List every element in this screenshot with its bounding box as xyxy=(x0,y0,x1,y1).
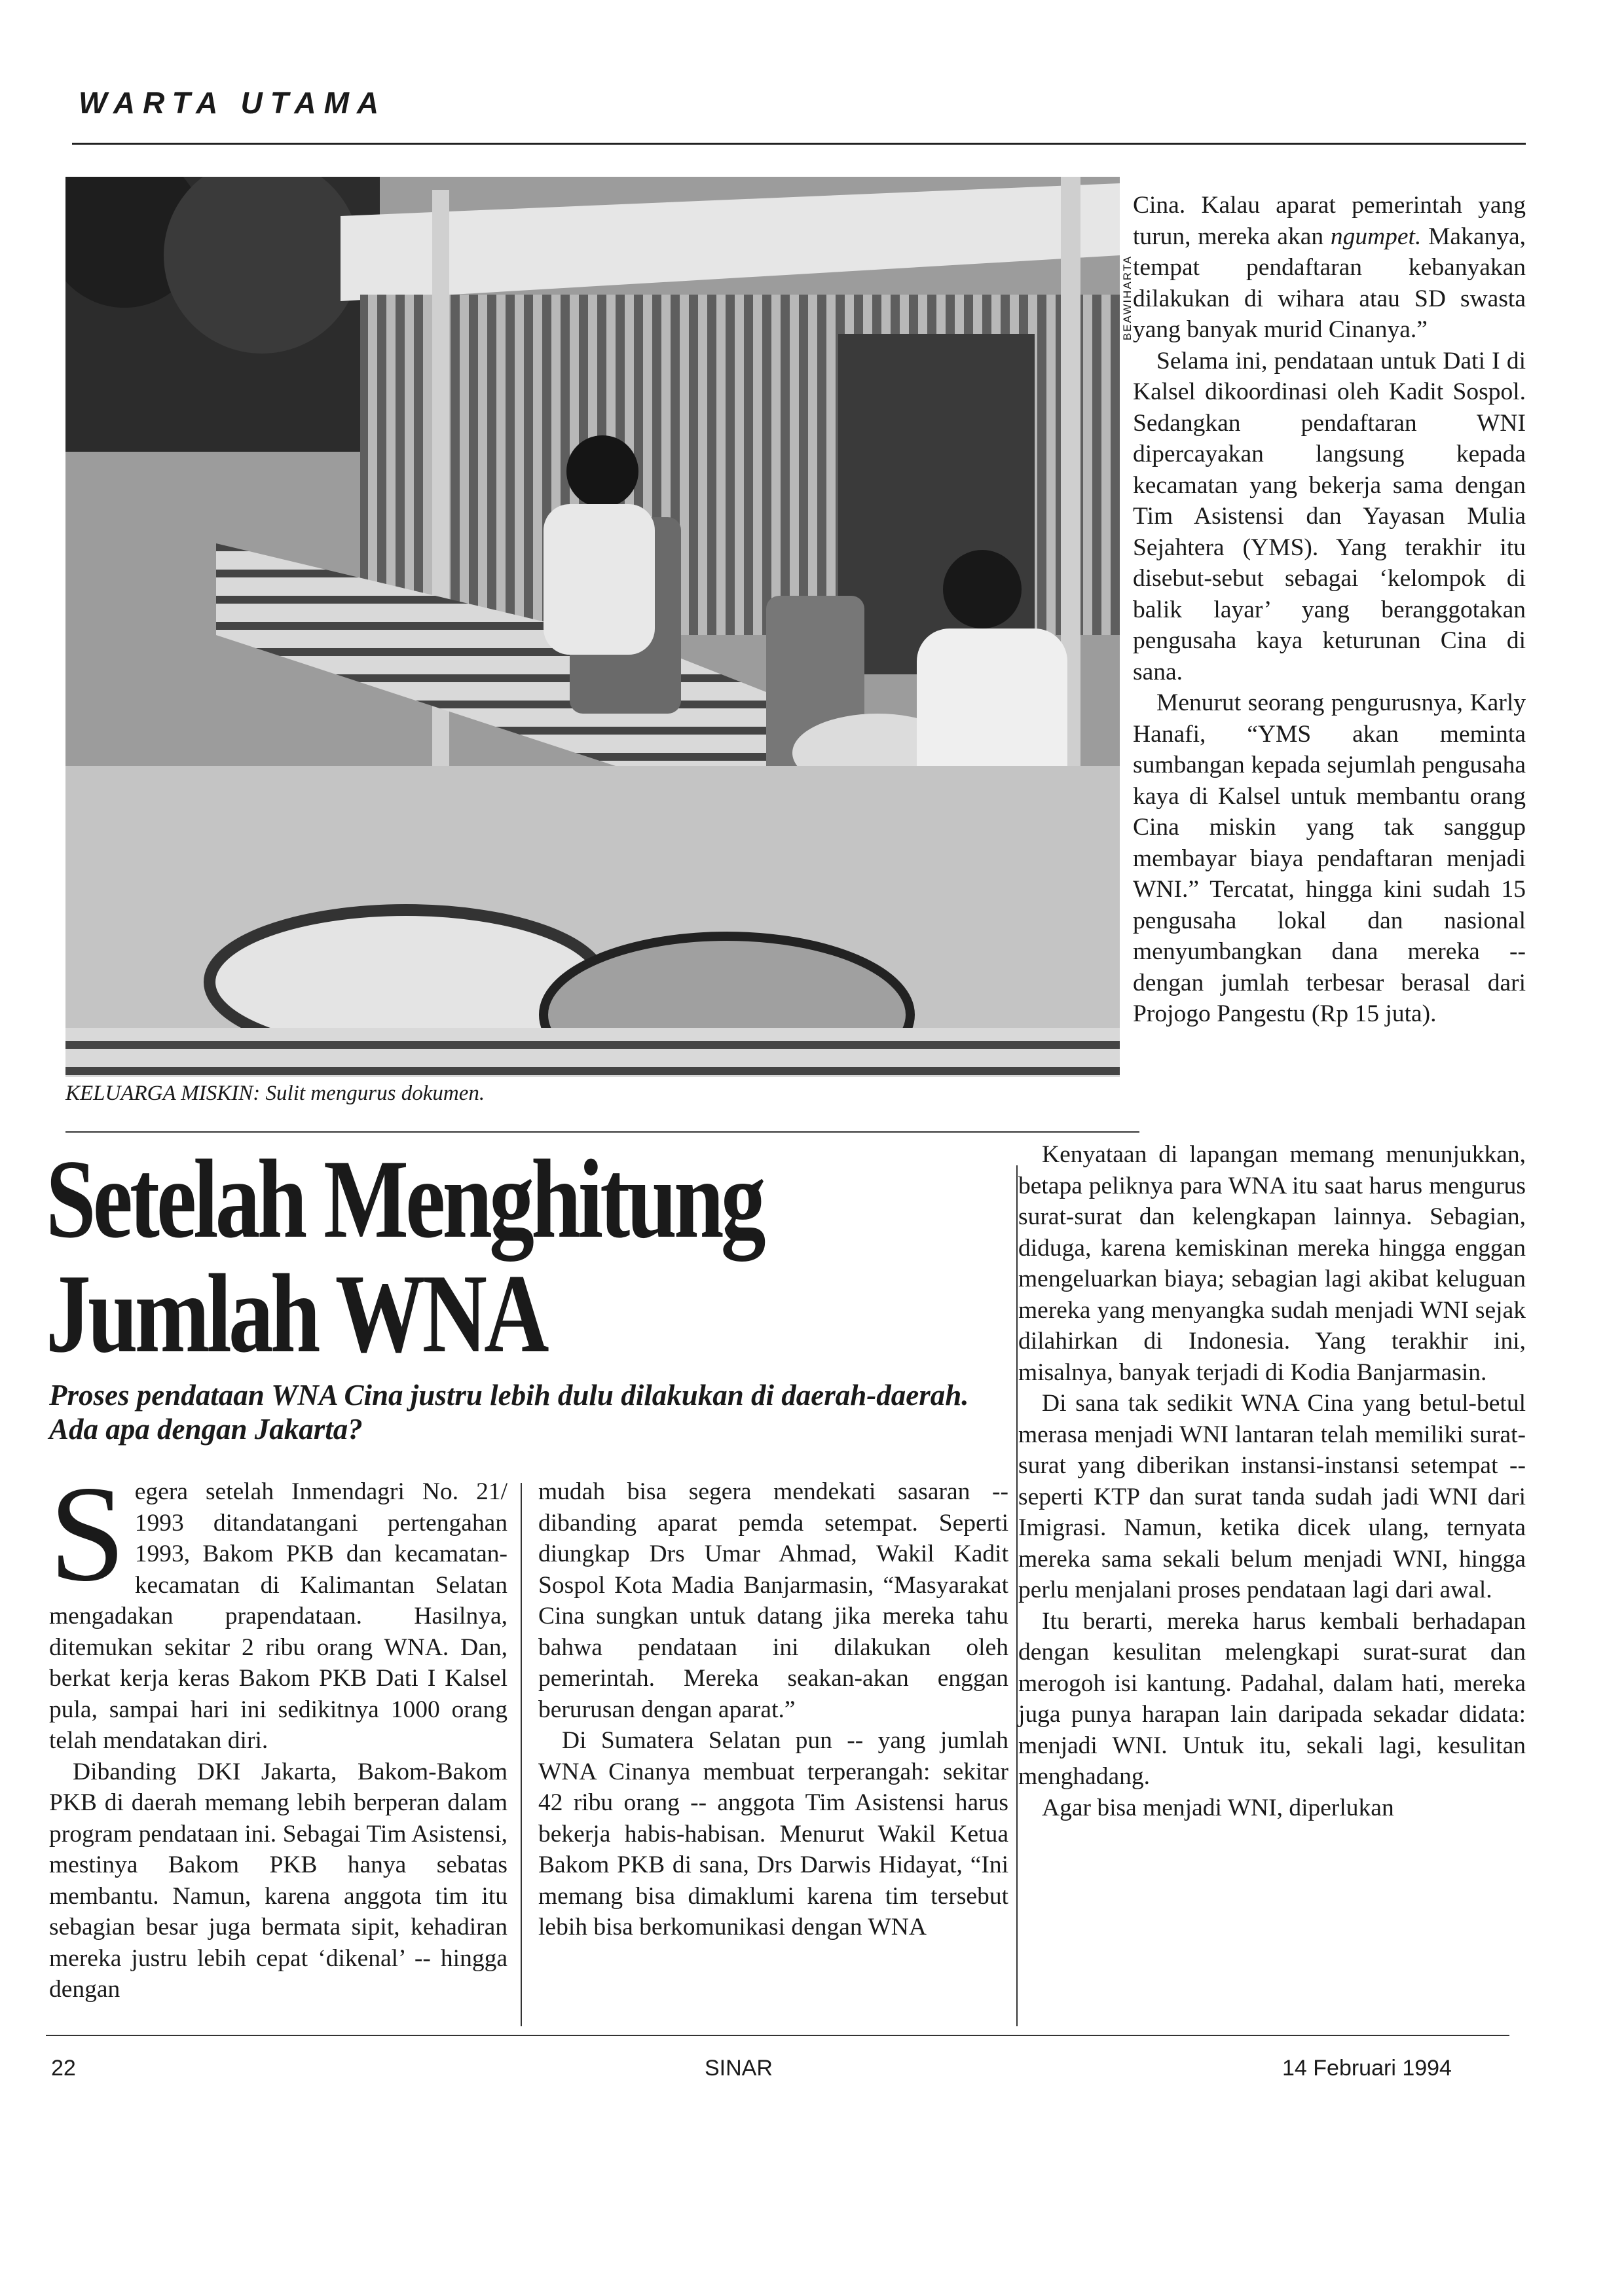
paragraph-text: egera setelah Inmendagri No. 21/ 1993 ditandatangani pertengahan 1993, Bakom PKB dan kecamatan-kecamatan di Kalimantan Selatan mengadakan prapendataan. Hasilnya, ditemukan sekitar 2 ribu orang WNA. Dan, berkat kerja keras Bakom PKB Dati I Kalsel pula, sampai hari ini sedikitnya 1000 orang telah mendatakan diri. xyxy=(49,1478,507,1754)
news-photo xyxy=(65,177,1120,1077)
photo-illustration xyxy=(65,177,1120,1077)
headline-line-2: Jumlah WNA xyxy=(46,1252,546,1376)
paragraph: Menurut seorang pengurusnya, Karly Hanafi, “YMS akan meminta sumbangan kepada sejumlah pengusaha kaya di Kalsel untuk membantu orang Cina miskin yang tak sanggup membayar biaya pendaftaran menjadi WNI.” Tercatat, hingga kini sudah 15 pengusaha lokal dan nasional menyumbangkan dana mereka -- dengan jumlah terbesar berasal dari Projogo Pangestu (Rp 15 juta). xyxy=(1133,689,1526,1027)
paragraph: Kenyataan di lapangan memang menunjukkan, betapa peliknya para WNA itu saat harus mengurus surat-surat dan kelengkapan lainnya. Sebagian, diduga, karena kemiskinan mereka hingga enggan mengeluarkan biaya; sebagian lagi akibat keluguan mereka yang menyangka sudah menjadi WNI sejak dilahirkan di Indonesia. Yang terakhir ini, misalnya, banyak terjadi di Kodia Banjarmasin. xyxy=(1018,1141,1526,1386)
article-deck: Proses pendataan WNA Cina justru lebih dulu dilakukan di daerah-daerah. Ada apa dengan Jakarta? xyxy=(49,1379,969,1446)
header-rule xyxy=(72,143,1526,145)
paragraph: Selama ini, pendataan untuk Dati I di Kalsel dikoordinasi oleh Kadit Sospol. Sedangkan pendaftaran WNI dipercayakan langsung kepada kecamatan yang bekerja sama dengan Tim Asistensi dan Yayasan Mulia Sejahtera (YMS). Yang terakhir itu disebut-sebut sebagai ‘kelompok di balik layar’ yang beranggotakan pengusaha kaya keturunan Cina di sana. xyxy=(1133,347,1526,685)
caption-text: Sulit mengurus dokumen. xyxy=(260,1082,485,1105)
caption-rule xyxy=(65,1131,1139,1133)
footer-rule xyxy=(46,2035,1509,2036)
paragraph: Di Sumatera Selatan pun -- yang jumlah WNA Cinanya membuat terperangah: sekitar 42 ribu orang -- anggota Tim Asistensi harus bekerja habis-habisan. Menurut Wakil Ketua Bakom PKB di sana, Drs Darwis Hidayat, “Ini memang bisa dimaklumi karena tim tersebut lebih bisa berkomunikasi dengan WNA xyxy=(538,1727,1008,1941)
section-rubric: WARTA UTAMA xyxy=(79,86,387,120)
caption-lead: KELUARGA MISKIN: xyxy=(65,1082,261,1105)
paragraph: Itu berarti, mereka harus kembali berhadapan dengan kesulitan melengkapi surat-surat dan merogoh isi kantung. Padahal, dalam hati, mereka juga punya harapan lain daripada sekadar didata: menjadi WNI. Untuk itu, sekali lagi, kesulitan menghadang. xyxy=(1018,1607,1526,1790)
paragraph-text: Cina. Kalau aparat pemerintah yang turun, mereka akan xyxy=(1133,192,1526,250)
paragraph-text: Makanya, tempat pendaftaran kebanyakan dilakukan di wihara atau SD swasta yang banyak murid Cinanya.” xyxy=(1133,223,1526,343)
headline xyxy=(46,1137,832,1376)
column-rule xyxy=(521,1483,522,2026)
paragraph xyxy=(49,1458,507,1757)
headline-line-1: Setelah Menghitung xyxy=(46,1137,763,1262)
issue-date: 14 Februari 1994 xyxy=(1282,2056,1452,2081)
paragraph: mudah bisa segera mendekati sasaran -- dibanding aparat pemda setempat. Seperti diungkap Drs Umar Ahmad, Wakil Kadit Sospol Kota Madia Banjarmasin, “Masyarakat Cina sungkan untuk datang jika mereka tahu bahwa pendataan ini dilakukan oleh pemerintah. Mereka seakan-akan enggan berurusan dengan aparat.” xyxy=(538,1478,1008,1723)
paragraph: Agar bisa menjadi WNI, diperlukan xyxy=(1042,1794,1394,1821)
article-column-4 xyxy=(1018,1139,1526,1823)
magazine-name: SINAR xyxy=(705,2056,773,2081)
paragraph: Dibanding DKI Jakarta, Bakom-Bakom PKB di daerah memang lebih berperan dalam program pendataan ini. Sebagai Tim Asistensi, mestinya Bakom PKB hanya sebatas membantu. Namun, karena anggota tim itu sebagian besar juga bermata sipit, kehadiran mereka justru lebih cepat ‘dikenal’ -- hingga dengan xyxy=(49,1758,507,2003)
photo-credit: BEAWIHARTA xyxy=(1121,255,1134,340)
article-column-3 xyxy=(1133,190,1526,1030)
paragraph xyxy=(1133,190,1526,346)
article-column-1 xyxy=(49,1458,507,2005)
column-rule xyxy=(1016,1165,1018,2026)
emphasis-text: ngumpet. xyxy=(1330,223,1422,250)
article-column-2 xyxy=(538,1476,1008,1943)
photo-caption xyxy=(65,1082,485,1106)
paragraph: Di sana tak sedikit WNA Cina yang betul-betul merasa menjadi WNI lantaran telah memiliki surat-surat yang diberikan instansi-instansi setempat -- seperti KTP dan surat tanda sudah jadi WNI dari Imigrasi. Namun, ketika dicek ulang, ternyata mereka sama sekali belum menjadi WNI, hingga perlu menjalani proses pendataan lagi dari awal. xyxy=(1018,1390,1526,1603)
drop-cap: S xyxy=(49,1458,126,1610)
page-number: 22 xyxy=(51,2056,76,2081)
